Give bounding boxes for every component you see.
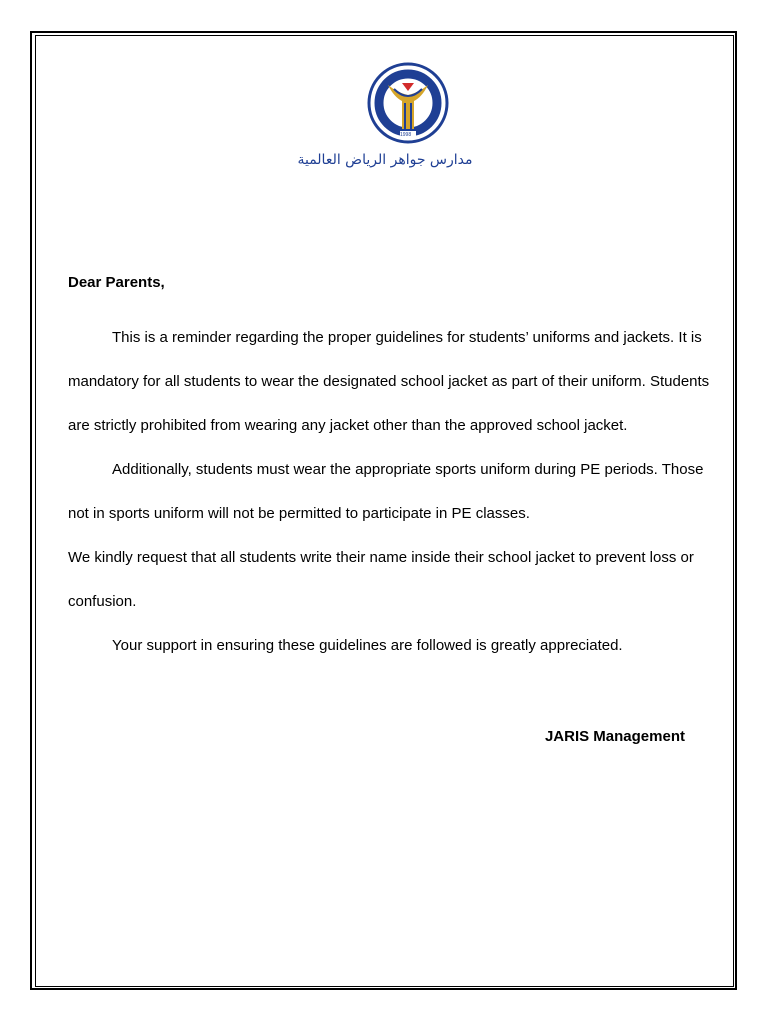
paragraph-uniform-jacket: This is a reminder regarding the proper guidelines for students’ uniforms and jackets. It is mandatory for all students to wear the designated school jacket as part of their uniform. Students are strictly prohibited from wearing any jacket other than the approved school jacket.: [68, 329, 710, 434]
paragraph-sports-uniform: Additionally, students must wear the appropriate sports uniform during PE periods. Those not in sports uniform will not be permitted to participate in PE classes.: [68, 461, 704, 522]
signature: JARIS Management: [544, 728, 685, 745]
logo-year: 1998: [400, 132, 412, 138]
letter-body: [68, 272, 718, 668]
paragraph-appreciation: Your support in ensuring these guidelines are followed is greatly appreciated.: [112, 637, 623, 654]
paragraph-name-in-jacket: We kindly request that all students write their name inside their school jacket to prevent loss or confusion.: [68, 549, 694, 610]
salutation: Dear Parents,: [68, 274, 165, 291]
school-logo: [366, 57, 450, 153]
school-name-arabic: مدارس جواهر الرياض العالمية: [297, 152, 473, 168]
